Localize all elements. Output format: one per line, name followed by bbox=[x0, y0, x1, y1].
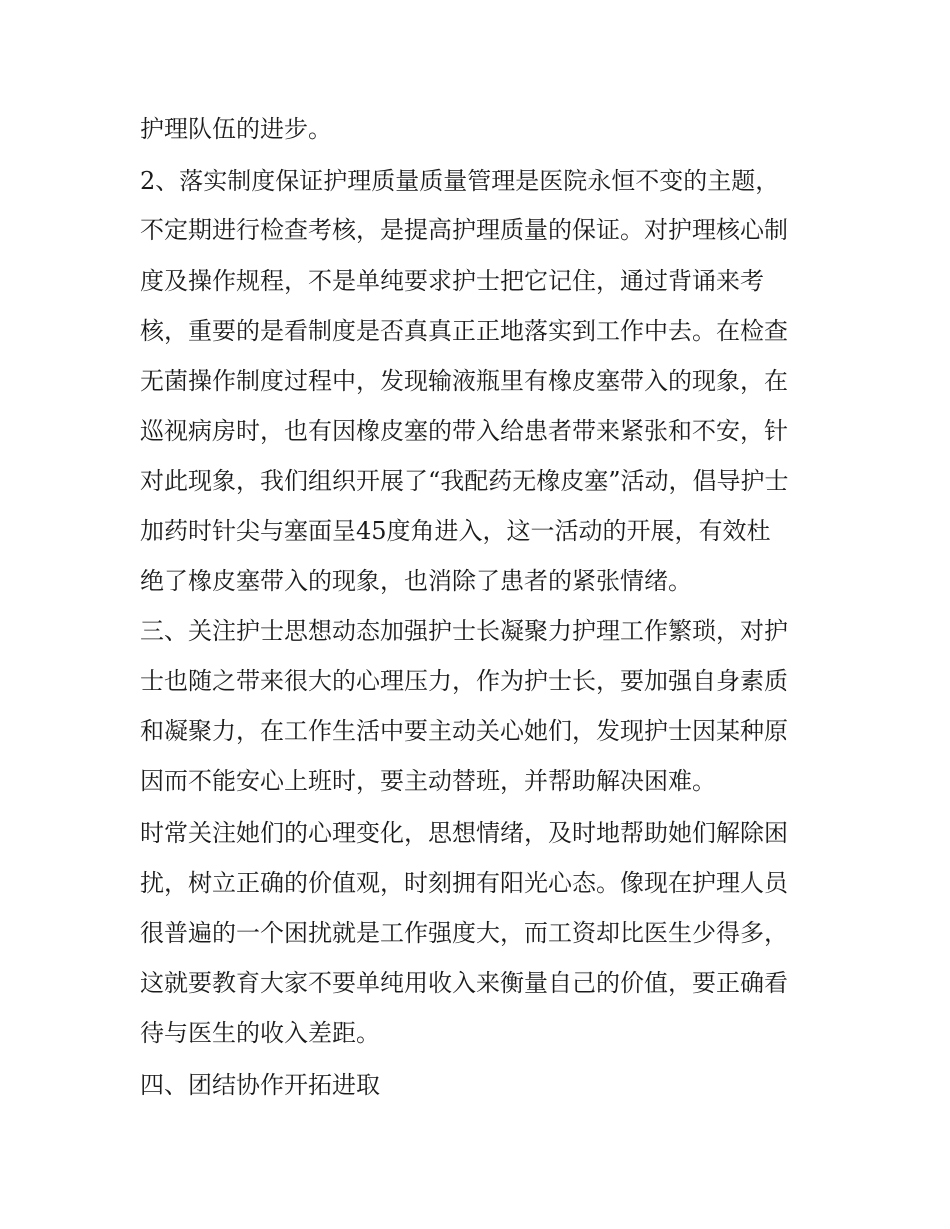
text-line: 待与医生的收入差距。 bbox=[140, 1019, 380, 1047]
text-line: 和凝聚力，在工作生活中要主动关心她们，发现护士因某种原 bbox=[140, 717, 788, 745]
text-line: 不定期进行检查考核，是提高护理质量的保证。对护理核心制 bbox=[140, 216, 788, 244]
text-line: 时常关注她们的心理变化，思想情绪，及时地帮助她们解除困 bbox=[140, 819, 788, 847]
section-heading: 四、团结协作开拓进取 bbox=[140, 1071, 380, 1099]
text-line: 绝了橡皮塞带入的现象，也消除了患者的紧张情绪。 bbox=[140, 567, 692, 595]
text-line: 士也随之带来很大的心理压力，作为护士长，要加强自身素质 bbox=[140, 667, 788, 695]
text-line: 加药时针尖与塞面呈45度角进入，这一活动的开展，有效杜 bbox=[140, 517, 771, 545]
text-line: 扰，树立正确的价值观，时刻拥有阳光心态。像现在护理人员 bbox=[140, 869, 788, 897]
text-line: 核，重要的是看制度是否真真正正地落实到工作中去。在检查 bbox=[140, 317, 788, 345]
text-line: 护理队伍的进步。 bbox=[140, 115, 332, 143]
text-line: 对此现象，我们组织开展了“我配药无橡皮塞”活动，倡导护士 bbox=[140, 467, 789, 495]
text-line: 巡视病房时，也有因橡皮塞的带入给患者带来紧张和不安，针 bbox=[140, 417, 788, 445]
text-line: 很普遍的一个困扰就是工作强度大，而工资却比医生少得多， bbox=[140, 919, 788, 947]
text-line: 因而不能安心上班时，要主动替班，并帮助解决困难。 bbox=[140, 767, 716, 795]
text-line: 无菌操作制度过程中，发现输液瓶里有橡皮塞带入的现象，在 bbox=[140, 367, 788, 395]
text-line: 2、落实制度保证护理质量质量管理是医院永恒不变的主题， bbox=[140, 167, 780, 195]
text-line: 度及操作规程，不是单纯要求护士把它记住，通过背诵来考 bbox=[140, 267, 764, 295]
text-line: 三、关注护士思想动态加强护士长凝聚力护理工作繁琐，对护 bbox=[140, 617, 788, 645]
text-line: 这就要教育大家不要单纯用收入来衡量自己的价值，要正确看 bbox=[140, 969, 788, 997]
